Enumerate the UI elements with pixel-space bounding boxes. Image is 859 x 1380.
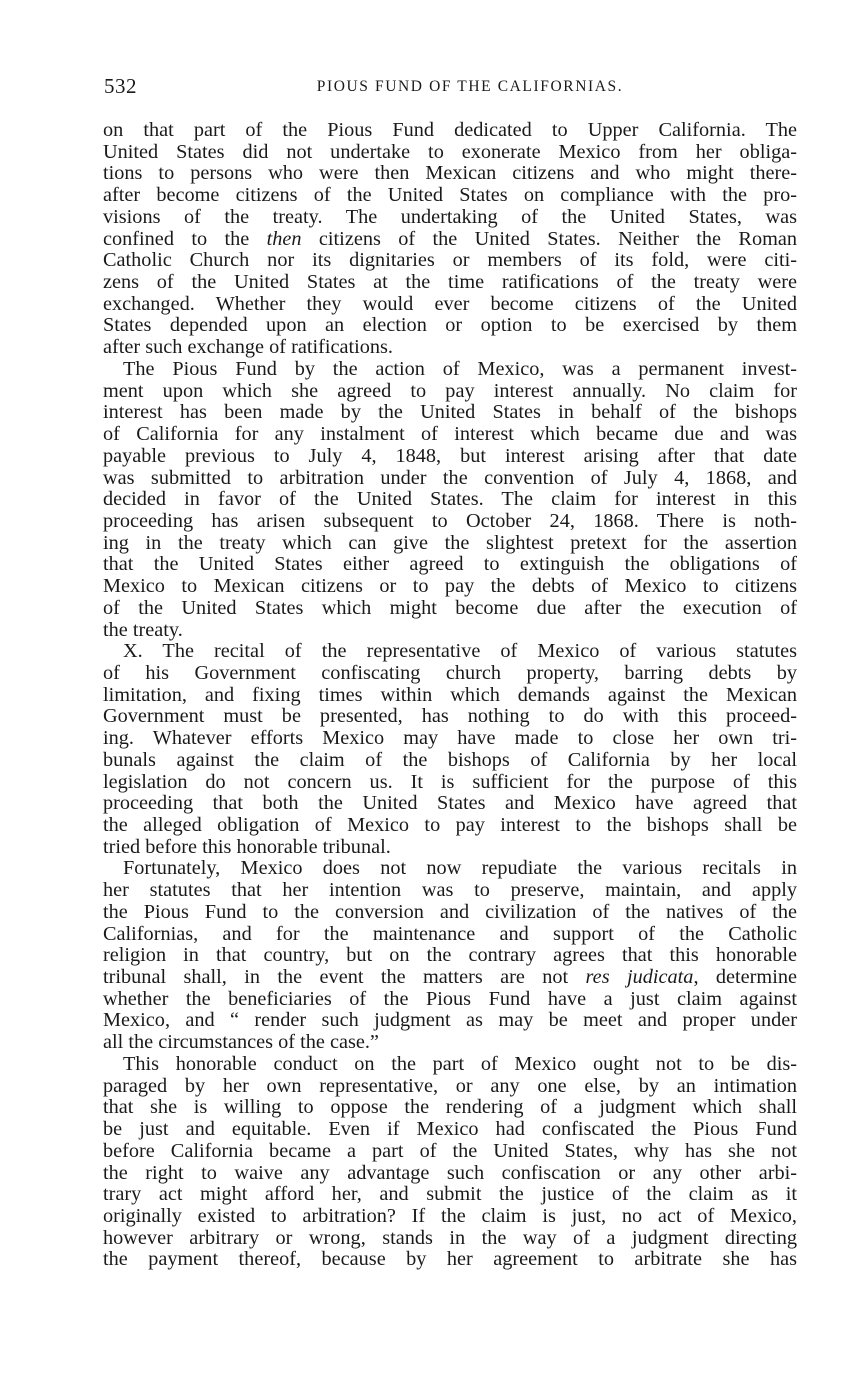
text-line: This honorable conduct on the part of Mexico ought not to be dis- xyxy=(123,1052,797,1075)
text-line: legislation do not concern us. It is sufficient for the purpose of this xyxy=(103,770,797,793)
text-line: decided in favor of the United States. The claim for interest in this xyxy=(103,488,797,511)
text-segment: tribunal shall, in the event the matters are not xyxy=(103,966,586,989)
text-line: The Pious Fund by the action of Mexico, was a permanent invest- xyxy=(123,357,797,380)
text-line: her statutes that her intention was to preserve, maintain, and apply xyxy=(103,879,797,902)
text-line: visions of the treaty. The undertaking of the United States, was xyxy=(103,205,797,228)
text-line: the payment thereof, because by her agreement to arbitrate she has xyxy=(103,1248,797,1271)
text-line: payable previous to July 4, 1848, but interest arising after that date xyxy=(103,444,797,467)
italic-emphasis: res judicata xyxy=(585,966,694,989)
text-line: tions to persons who were then Mexican citizens and who might there- xyxy=(103,162,797,185)
text-line: bunals against the claim of the bishops of California by her local xyxy=(103,748,797,771)
text-line: Government must be presented, has nothing to do with this proceed- xyxy=(103,705,797,728)
text-line: paraged by her own representative, or any one else, by an intimation xyxy=(103,1074,797,1097)
text-line: religion in that country, but on the contrary agrees that this honorable xyxy=(103,944,797,967)
text-line: of California for any instalment of interest which became due and was xyxy=(103,423,797,446)
text-line: after become citizens of the United States on compliance with the pro- xyxy=(103,184,797,207)
page-header xyxy=(104,74,796,104)
text-line: of the United States which might become due after the execution of xyxy=(103,596,797,619)
text-line: X. The recital of the representative of Mexico of various statutes xyxy=(123,640,797,663)
text-line xyxy=(103,967,797,989)
text-line: interest has been made by the United States in behalf of the bishops xyxy=(103,401,797,424)
text-line: ment upon which she agreed to pay interest annually. No claim for xyxy=(103,379,797,402)
text-line: Mexico to Mexican citizens or to pay the debts of Mexico to citizens xyxy=(103,575,797,598)
text-line: was submitted to arbitration under the convention of July 4, 1868, and xyxy=(103,466,797,489)
text-line: Fortunately, Mexico does not now repudiate the various recitals in xyxy=(123,857,797,880)
text-line: the treaty. xyxy=(103,618,183,641)
text-line: United States did not undertake to exonerate Mexico from her obliga- xyxy=(103,140,797,163)
running-title: PIOUS FUND OF THE CALIFORNIAS. xyxy=(316,78,624,95)
text-line: Mexico, and “ render such judgment as may be meet and proper under xyxy=(103,1009,797,1032)
text-segment: citizens of the United States. Neither the Roman xyxy=(301,227,798,250)
text-line: Catholic Church nor its dignitaries or members of its fold, were citi- xyxy=(103,249,797,272)
text-line: zens of the United States at the time ratifications of the treaty were xyxy=(103,271,797,294)
text-line: after such exchange of ratifications. xyxy=(103,336,393,359)
text-line: that she is willing to oppose the rendering of a judgment which shall xyxy=(103,1096,797,1119)
text-line: be just and equitable. Even if Mexico had confiscated the Pious Fund xyxy=(103,1118,797,1141)
text-line: proceeding that both the United States and Mexico have agreed that xyxy=(103,792,797,815)
text-line: trary act might afford her, and submit the justice of the claim as it xyxy=(103,1183,797,1206)
text-line: the Pious Fund to the conversion and civilization of the natives of the xyxy=(103,900,797,923)
text-line: tried before this honorable tribunal. xyxy=(103,835,391,858)
text-line: of his Government confiscating church property, barring debts by xyxy=(103,661,797,684)
text-line: the alleged obligation of Mexico to pay interest to the bishops shall be xyxy=(103,814,797,836)
text-line: limitation, and fixing times within which demands against the Mexican xyxy=(103,683,797,706)
text-line: originally existed to arbitration? If the claim is just, no act of Mexico, xyxy=(103,1204,797,1227)
text-line: ing. Whatever efforts Mexico may have made to close her own tri- xyxy=(103,727,797,750)
text-line: the right to waive any advantage such confiscation or any other arbi- xyxy=(103,1161,797,1184)
text-line: Californias, and for the maintenance and support of the Catholic xyxy=(103,922,797,945)
text-segment: confined to the xyxy=(103,227,267,250)
text-line: whether the beneficiaries of the Pious Fund have a just claim against xyxy=(103,987,797,1010)
text-segment: , determine xyxy=(693,966,797,989)
text-line xyxy=(103,229,797,251)
italic-emphasis: then xyxy=(266,227,302,250)
text-line: proceeding has arisen subsequent to October 24, 1868. There is noth- xyxy=(103,509,797,532)
text-line: before California became a part of the United States, why has she not xyxy=(103,1139,797,1162)
text-line: however arbitrary or wrong, stands in the way of a judgment directing xyxy=(103,1226,797,1249)
text-line: ing in the treaty which can give the slightest pretext for the assertion xyxy=(103,531,797,554)
body-text xyxy=(103,120,797,1271)
text-line: exchanged. Whether they would ever become citizens of the United xyxy=(103,292,797,315)
page-number: 532 xyxy=(104,74,137,98)
text-line: that the United States either agreed to extinguish the obligations of xyxy=(103,553,797,576)
text-line: on that part of the Pious Fund dedicated to Upper California. The xyxy=(103,119,797,141)
text-line: States depended upon an election or option to be exercised by them xyxy=(103,314,797,337)
text-line: all the circumstances of the case.” xyxy=(103,1031,379,1054)
